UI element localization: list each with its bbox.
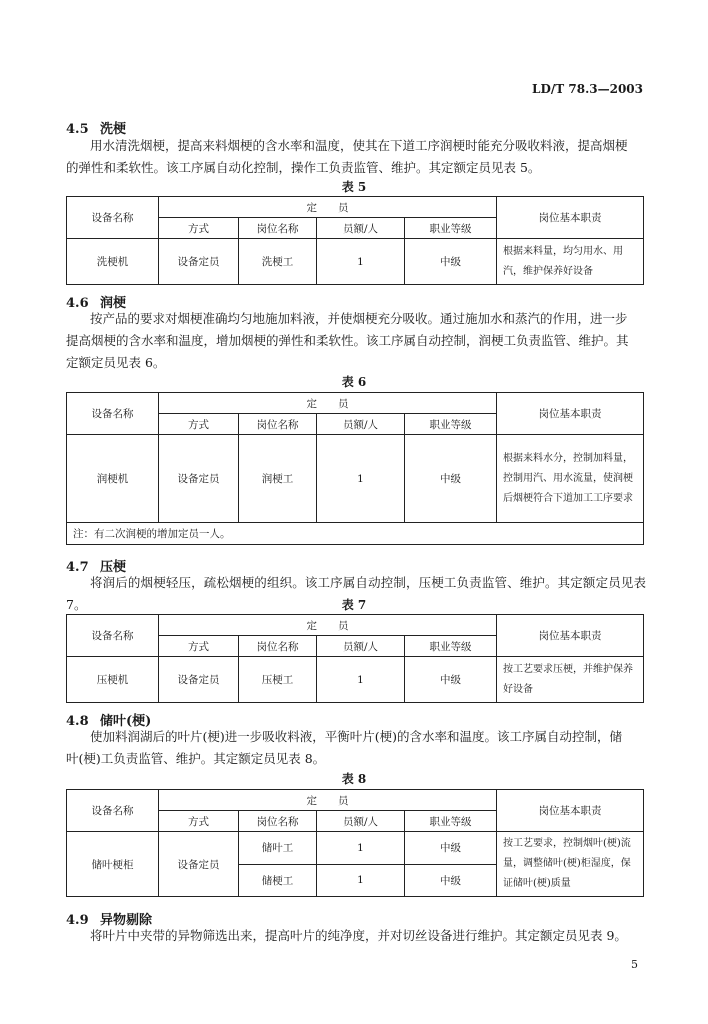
cell-grade: 中级 <box>405 657 497 703</box>
header-staffing: 定 员 <box>159 615 497 636</box>
paragraph-line: 按产品的要求对烟梗准确均匀地施加料液，并使烟梗充分吸收。通过施加水和蒸汽的作用，进一步 <box>90 311 628 326</box>
header-method: 方式 <box>159 811 239 832</box>
section-number: 4.5 <box>66 122 89 137</box>
table-note: 注：有二次润梗的增加定员一人。 <box>67 523 644 545</box>
header-grade: 职业等级 <box>405 636 497 657</box>
header-staffing: 定 员 <box>159 790 497 811</box>
section-number: 4.8 <box>66 714 89 729</box>
header-duty: 岗位基本职责 <box>497 197 644 239</box>
cell-grade: 中级 <box>405 239 497 285</box>
cell-equipment: 洗梗机 <box>67 239 159 285</box>
cell-quota: 1 <box>317 657 405 703</box>
header-method: 方式 <box>159 414 239 435</box>
page-number: 5 <box>631 958 638 971</box>
header-quota: 员额/人 <box>317 636 405 657</box>
section-title: 异物剔除 <box>100 913 153 928</box>
header-method: 方式 <box>159 636 239 657</box>
cell-method: 设备定员 <box>159 435 239 523</box>
paragraph-line: 用水清洗烟梗，提高来料烟梗的含水率和温度，使其在下道工序润梗时能充分吸收料液，提高烟梗 <box>90 138 628 153</box>
header-equipment: 设备名称 <box>67 615 159 657</box>
header-quota: 员额/人 <box>317 811 405 832</box>
header-post: 岗位名称 <box>239 414 317 435</box>
header-grade: 职业等级 <box>405 218 497 239</box>
table-6-caption: 表 6 <box>341 375 367 389</box>
cell-equipment: 压梗机 <box>67 657 159 703</box>
cell-quota: 1 <box>317 435 405 523</box>
header-staffing: 定 员 <box>159 197 497 218</box>
cell-post: 储叶工 <box>239 832 317 865</box>
cell-quota: 1 <box>317 832 405 865</box>
table-5-caption: 表 5 <box>341 180 367 194</box>
header-duty: 岗位基本职责 <box>497 393 644 435</box>
section-title: 润梗 <box>100 296 127 311</box>
cell-duty: 根据来料水分，控制加料量，控制用汽、用水流量，使润梗后烟梗符合下道加工工序要求 <box>497 435 644 523</box>
cell-grade: 中级 <box>405 435 497 523</box>
section-4-5-paragraph <box>66 135 646 179</box>
cell-method: 设备定员 <box>159 832 239 897</box>
header-duty: 岗位基本职责 <box>497 615 644 657</box>
cell-grade: 中级 <box>405 832 497 865</box>
table-8-caption: 表 8 <box>341 772 367 786</box>
paragraph-line: 将润后的烟梗轻压，疏松烟梗的组织。该工序属自动控制，压梗工负责监管、维护。其定额定员见表 7。 <box>66 575 646 612</box>
header-post: 岗位名称 <box>239 636 317 657</box>
paragraph-line: 叶(梗)工负责监管、维护。其定额定员见表 8。 <box>66 751 326 766</box>
cell-post: 润梗工 <box>239 435 317 523</box>
header-grade: 职业等级 <box>405 811 497 832</box>
table-7-caption: 表 7 <box>341 598 367 612</box>
section-title: 压梗 <box>100 560 127 575</box>
cell-duty: 按工艺要求压梗，并维护保养好设备 <box>497 657 644 703</box>
header-quota: 员额/人 <box>317 218 405 239</box>
cell-quota: 1 <box>317 239 405 285</box>
header-equipment: 设备名称 <box>67 790 159 832</box>
document-code: LD/T 78.3—2003 <box>532 82 643 96</box>
paragraph-line: 将叶片中夹带的异物筛选出来，提高叶片的纯净度，并对切丝设备进行维护。其定额定员见表 9。 <box>90 928 627 943</box>
table-5 <box>66 196 644 285</box>
table-6 <box>66 392 644 545</box>
cell-duty: 按工艺要求，控制烟叶(梗)流量，调整储叶(梗)柜湿度，保证储叶(梗)质量 <box>497 832 644 897</box>
section-4-6-paragraph <box>66 308 646 374</box>
cell-equipment: 润梗机 <box>67 435 159 523</box>
table-8 <box>66 789 644 897</box>
cell-post: 洗梗工 <box>239 239 317 285</box>
cell-post: 储梗工 <box>239 864 317 897</box>
cell-duty: 根据来料量，均匀用水、用汽，维护保养好设备 <box>497 239 644 285</box>
section-4-9-paragraph <box>66 925 646 947</box>
paragraph-line: 提高烟梗的含水率和温度，增加烟梗的弹性和柔软性。该工序属自动控制，润梗工负责监管、维护。其 <box>66 333 629 348</box>
header-post: 岗位名称 <box>239 218 317 239</box>
paragraph-line: 的弹性和柔软性。该工序属自动化控制，操作工负责监管、维护。其定额定员见表 5。 <box>66 160 541 175</box>
paragraph-line: 定额定员见表 6。 <box>66 355 166 370</box>
section-number: 4.7 <box>66 560 89 575</box>
header-equipment: 设备名称 <box>67 197 159 239</box>
header-grade: 职业等级 <box>405 414 497 435</box>
header-duty: 岗位基本职责 <box>497 790 644 832</box>
cell-method: 设备定员 <box>159 239 239 285</box>
section-4-8-paragraph <box>66 726 646 770</box>
cell-post: 压梗工 <box>239 657 317 703</box>
section-number: 4.6 <box>66 296 89 311</box>
section-title: 洗梗 <box>100 122 127 137</box>
cell-equipment: 储叶梗柜 <box>67 832 159 897</box>
paragraph-line: 使加料润湖后的叶片(梗)进一步吸收料液，平衡叶片(梗)的含水率和温度。该工序属自动控制，储 <box>90 729 623 744</box>
header-method: 方式 <box>159 218 239 239</box>
header-staffing: 定 员 <box>159 393 497 414</box>
header-equipment: 设备名称 <box>67 393 159 435</box>
table-7 <box>66 614 644 703</box>
header-quota: 员额/人 <box>317 414 405 435</box>
cell-quota: 1 <box>317 864 405 897</box>
cell-method: 设备定员 <box>159 657 239 703</box>
cell-grade: 中级 <box>405 864 497 897</box>
header-post: 岗位名称 <box>239 811 317 832</box>
section-title: 储叶(梗) <box>100 714 152 729</box>
section-number: 4.9 <box>66 913 89 928</box>
